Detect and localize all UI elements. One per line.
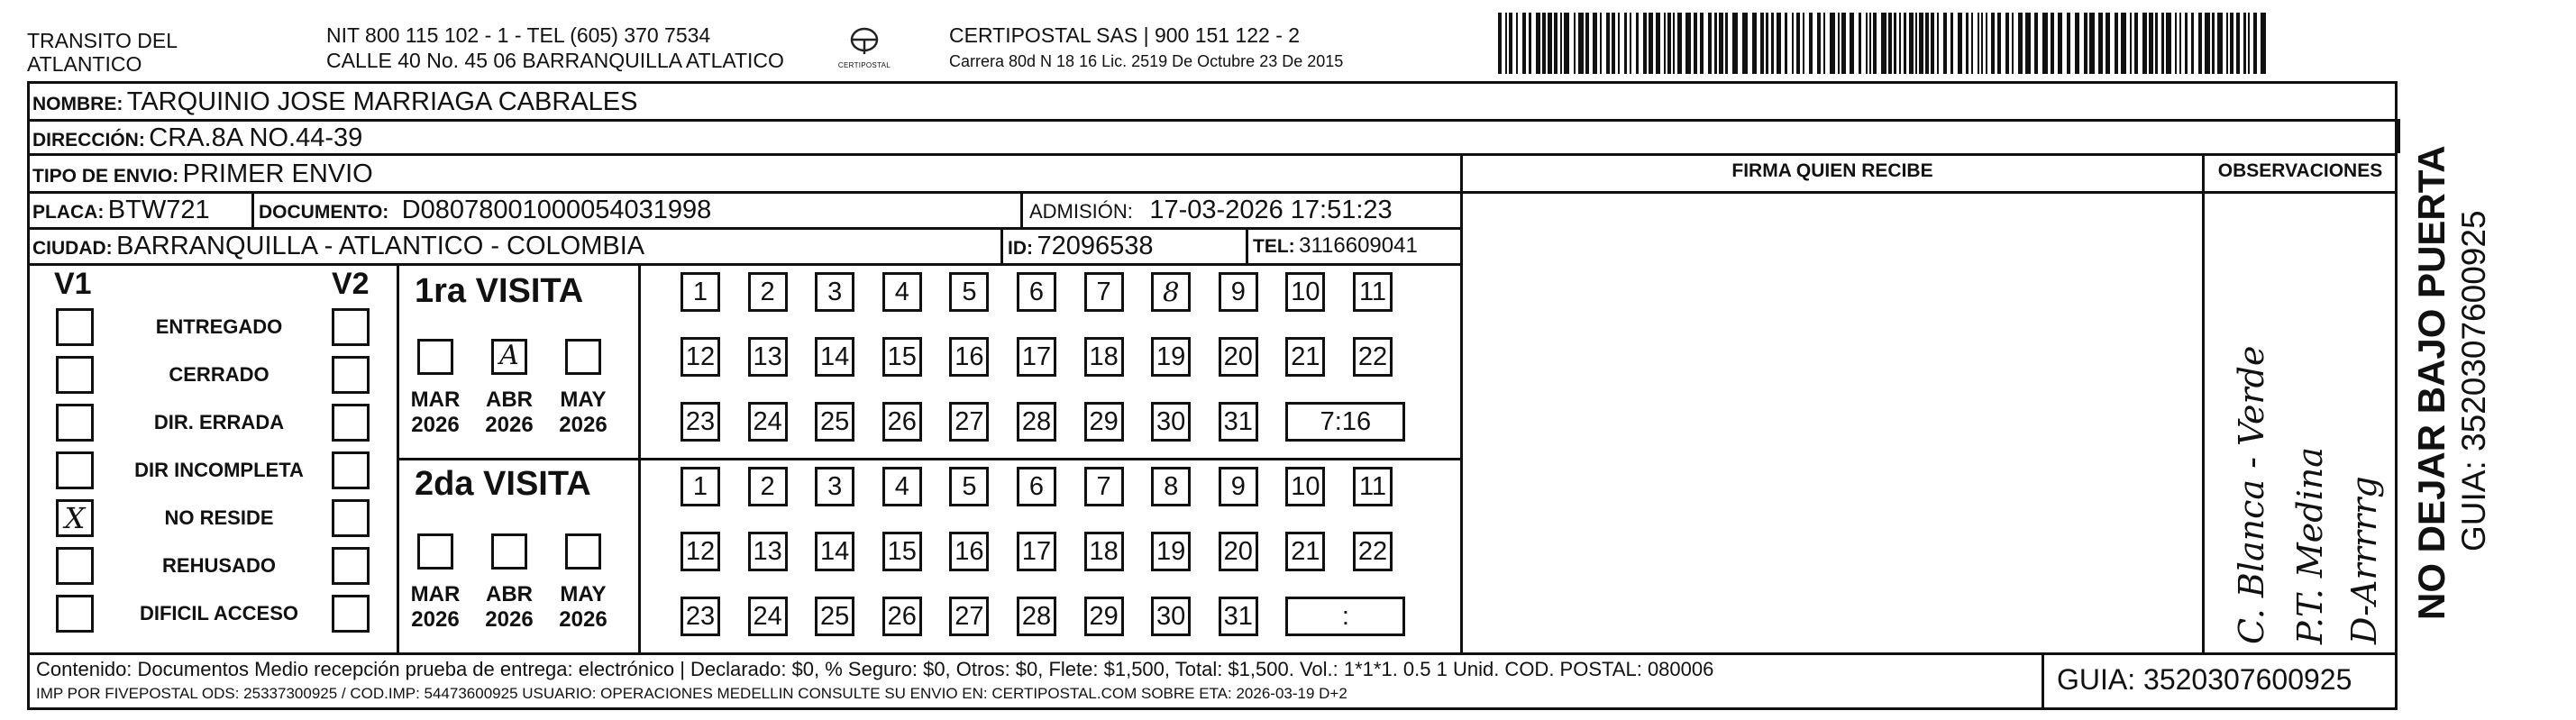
barcode-bar: [1522, 13, 1526, 74]
col-divider: [1020, 191, 1023, 227]
barcode-bar: [2253, 13, 2257, 74]
barcode-bar: [2025, 13, 2031, 74]
first-day-box[interactable]: 7: [1084, 272, 1124, 312]
barcode-bar: [1593, 13, 1597, 74]
second-day-box[interactable]: 27: [949, 597, 989, 636]
barcode-bar: [1606, 13, 1610, 74]
second-month-checkbox[interactable]: [417, 533, 453, 570]
first-month-label: MAR: [410, 387, 461, 412]
second-day-box[interactable]: 2: [748, 467, 788, 506]
second-day-box[interactable]: 8: [1151, 467, 1191, 506]
footer-contenido: Contenido: Documentos Medio recepción prueba de entrega: electrónico | Declarado: $0, % Seguro: $0, Otros: $0, Flete: $1,500, Total: $1,500. Vol.: 1*1*1. 0.5 1 Unid. COD. POSTAL: 080006: [36, 658, 1714, 680]
second-day-box[interactable]: 18: [1084, 532, 1124, 571]
check-mark-icon: X: [64, 501, 86, 535]
barcode-bar: [1841, 13, 1846, 74]
barcode-bar: [1529, 13, 1531, 74]
barcode-bar: [1542, 13, 1546, 74]
status-option-label: NO RESIDE: [164, 506, 274, 529]
barcode-bar: [1792, 13, 1794, 74]
tel-label: TEL:: [1253, 236, 1295, 257]
courier-line1: CERTIPOSTAL SAS | 900 151 122 - 2: [949, 23, 1301, 47]
barcode-bar: [2217, 13, 2223, 74]
first-day-box[interactable]: 31: [1219, 402, 1258, 442]
barcode-bar: [1859, 13, 1861, 74]
second-year-label: 2026: [411, 607, 460, 632]
admision-cell: [1029, 195, 1393, 230]
first-day-box[interactable]: 3: [815, 272, 854, 312]
second-day-box[interactable]: 6: [1017, 467, 1056, 506]
certipostal-logo: [833, 23, 896, 77]
barcode-bar: [1714, 13, 1717, 74]
first-day-box[interactable]: 5: [949, 272, 989, 312]
barcode-bar: [1585, 13, 1589, 74]
barcode-bar: [1997, 13, 2001, 74]
barcode-bar: [1981, 13, 1983, 74]
first-month-checkbox[interactable]: A: [491, 339, 527, 375]
barcode-bar: [2121, 13, 2126, 74]
first-day-box[interactable]: 10: [1285, 272, 1325, 312]
second-day-box[interactable]: 1: [681, 467, 720, 506]
col-divider: [251, 191, 254, 227]
first-visit-title: 1ra VISITA: [415, 272, 584, 310]
barcode-bar: [1656, 13, 1660, 74]
first-day-box[interactable]: 12: [681, 337, 720, 377]
first-day-box[interactable]: 29: [1084, 402, 1124, 442]
first-day-box[interactable]: 24: [748, 402, 788, 442]
barcode-bar: [1931, 13, 1934, 74]
first-day-box[interactable]: 22: [1353, 337, 1393, 377]
first-day-box[interactable]: 19: [1151, 337, 1191, 377]
barcode-bar: [1796, 13, 1800, 74]
second-day-box[interactable]: 9: [1219, 467, 1258, 506]
v1-checkbox[interactable]: [56, 404, 94, 442]
first-day-box[interactable]: 16: [949, 337, 989, 377]
barcode-bar: [1600, 13, 1602, 74]
first-day-box[interactable]: 17: [1017, 337, 1056, 377]
first-day-box[interactable]: 30: [1151, 402, 1191, 442]
first-day-box[interactable]: 6: [1017, 272, 1056, 312]
v2-checkbox[interactable]: [332, 308, 370, 346]
documento-label: DOCUMENTO:: [259, 202, 389, 223]
first-day-box[interactable]: 4: [882, 272, 922, 312]
barcode-bar: [1505, 13, 1507, 74]
barcode-bar: [1560, 13, 1562, 74]
barcode-bar: [1509, 13, 1512, 74]
barcode-bar: [2034, 13, 2038, 74]
first-day-box[interactable]: 14: [815, 337, 854, 377]
barcode-bar: [2261, 13, 2266, 74]
second-day-box[interactable]: 11: [1353, 467, 1393, 506]
v1-checkbox[interactable]: [56, 356, 94, 394]
barcode-bar: [1958, 13, 1962, 74]
col-divider: [1460, 153, 1463, 654]
barcode-bar: [1624, 13, 1627, 74]
barcode-bar: [1785, 13, 1787, 74]
second-day-box[interactable]: 7: [1084, 467, 1124, 506]
v1-checkbox[interactable]: [56, 499, 94, 537]
barcode-bar: [2226, 13, 2228, 74]
first-day-box[interactable]: 9: [1219, 272, 1258, 312]
first-day-box[interactable]: 26: [882, 402, 922, 442]
barcode-bar: [1888, 13, 1892, 74]
second-day-box[interactable]: 29: [1084, 597, 1124, 636]
second-month-label: ABR: [486, 582, 533, 606]
barcode-bar: [1732, 13, 1738, 74]
second-day-box[interactable]: 5: [949, 467, 989, 506]
barcode-bar: [2134, 13, 2138, 74]
barcode-bar: [1719, 13, 1723, 74]
barcode-bar: [1838, 13, 1840, 74]
barcode-bar: [1548, 13, 1552, 74]
barcode-bar: [1817, 13, 1821, 74]
first-time-box[interactable]: 7:16: [1285, 402, 1405, 442]
observations-area: [2205, 194, 2398, 652]
first-day-box[interactable]: 2: [748, 272, 788, 312]
visit-divider: [397, 458, 1462, 460]
barcode-bar: [2051, 13, 2054, 74]
barcode-bar: [2098, 13, 2103, 74]
org-name-line2: ATLANTICO: [27, 52, 142, 76]
second-day-box[interactable]: 19: [1151, 532, 1191, 571]
first-day-box[interactable]: 28: [1017, 402, 1056, 442]
barcode-bar: [1986, 13, 1987, 74]
direccion-row: [32, 123, 362, 158]
id-label: ID:: [1008, 238, 1033, 259]
second-day-box[interactable]: 25: [815, 597, 854, 636]
first-month-label: ABR: [486, 387, 533, 412]
second-day-box[interactable]: 12: [681, 532, 720, 571]
col-divider: [2398, 119, 2400, 153]
barcode-bar: [1636, 13, 1639, 74]
barcode-bar: [2089, 13, 2095, 74]
barcode-bar: [2198, 13, 2202, 74]
second-day-box[interactable]: 22: [1353, 532, 1393, 571]
nombre-label: NOMBRE:: [32, 94, 123, 114]
barcode-bar: [1937, 13, 1939, 74]
barcode-bar: [1673, 13, 1675, 74]
first-day-box[interactable]: 20: [1219, 337, 1258, 377]
v1-checkbox[interactable]: [56, 595, 94, 633]
barcode-bar: [1536, 13, 1540, 74]
first-month-label: MAY: [560, 387, 607, 412]
barcode-bar: [1777, 13, 1781, 74]
first-day-box[interactable]: 25: [815, 402, 854, 442]
nit-line2: CALLE 40 No. 45 06 BARRANQUILLA ATLATICO: [326, 49, 784, 72]
barcode-bar: [1618, 13, 1620, 74]
status-option-label: ENTREGADO: [155, 315, 283, 338]
direccion-label: DIRECCIÓN:: [32, 130, 145, 150]
first-year-label: 2026: [485, 413, 534, 437]
logo-text: CERTIPOSTAL: [837, 61, 891, 69]
courier-line2: Carrera 80d N 18 16 Lic. 2519 De Octubre 23 De 2015: [949, 52, 1344, 70]
barcode-bar: [2179, 13, 2181, 74]
barcode-bar: [1950, 13, 1953, 74]
no-dejar-notice: NO DEJAR BAJO PUERTA: [2410, 145, 2453, 620]
second-day-box[interactable]: 21: [1285, 532, 1325, 571]
first-day-box[interactable]: 13: [748, 337, 788, 377]
barcode-bar: [1881, 13, 1886, 74]
barcode-bar: [2248, 13, 2250, 74]
second-day-box[interactable]: 10: [1285, 467, 1325, 506]
second-day-box[interactable]: 20: [1219, 532, 1258, 571]
barcode-bar: [1925, 13, 1929, 74]
barcode-bar: [1694, 13, 1697, 74]
first-day-box[interactable]: 11: [1353, 272, 1393, 312]
second-day-box[interactable]: 17: [1017, 532, 1056, 571]
barcode-bar: [1742, 13, 1748, 74]
second-day-box[interactable]: 30: [1151, 597, 1191, 636]
v1-checkbox[interactable]: [56, 451, 94, 489]
first-year-label: 2026: [559, 413, 607, 437]
status-option-label: DIR. ERRADA: [153, 411, 285, 433]
v2-checkbox[interactable]: [332, 356, 370, 394]
v2-label: V2: [332, 267, 370, 301]
second-month-checkbox[interactable]: [565, 533, 601, 570]
barcode-bar: [1866, 13, 1868, 74]
second-day-box[interactable]: 15: [882, 532, 922, 571]
status-option-label: DIFICIL ACCESO: [139, 602, 298, 624]
first-day-box[interactable]: 8: [1151, 272, 1191, 312]
second-month-checkbox[interactable]: [491, 533, 527, 570]
barcode-bar: [1664, 13, 1666, 74]
barcode-bar: [1578, 13, 1584, 74]
v2-checkbox[interactable]: [332, 595, 370, 633]
first-day-box[interactable]: 27: [949, 402, 989, 442]
barcode-bar: [2042, 13, 2048, 74]
placa-value: BTW721: [107, 196, 210, 224]
barcode-bar: [2058, 13, 2062, 74]
barcode-bar: [2142, 13, 2147, 74]
barcode: [1498, 13, 2273, 74]
v1-checkbox[interactable]: [56, 547, 94, 585]
tipo-value: PRIMER ENVIO: [182, 159, 373, 188]
barcode-bar: [2067, 13, 2070, 74]
first-day-box[interactable]: 21: [1285, 337, 1325, 377]
barcode-bar: [1978, 13, 1979, 74]
barcode-bar: [1752, 13, 1757, 74]
barcode-bar: [1991, 13, 1995, 74]
ciudad-cell: [32, 231, 644, 266]
documento-value: D08078001000054031998: [401, 196, 712, 224]
barcode-bar: [1971, 13, 1973, 74]
first-day-box[interactable]: 23: [681, 402, 720, 442]
barcode-bar: [2106, 13, 2110, 74]
v2-checkbox[interactable]: [332, 499, 370, 537]
observation-line-3: D-Arrrrrg: [2344, 476, 2384, 644]
barcode-bar: [2236, 13, 2240, 74]
barcode-bar: [2084, 13, 2087, 74]
barcode-bar: [1919, 13, 1923, 74]
barcode-bar: [1554, 13, 1557, 74]
nombre-row: [32, 87, 637, 122]
status-option-label: REHUSADO: [162, 554, 276, 577]
second-day-box[interactable]: 14: [815, 532, 854, 571]
second-time-box[interactable]: :: [1285, 597, 1405, 636]
col-divider: [2042, 652, 2044, 710]
v2-checkbox[interactable]: [332, 547, 370, 585]
org-name-line1: TRANSITO DEL: [27, 29, 178, 52]
barcode-bar: [2161, 13, 2164, 74]
barcode-bar: [1564, 13, 1569, 74]
ciudad-label: CIUDAD:: [32, 238, 113, 259]
v1-label: V1: [54, 267, 92, 301]
first-day-box[interactable]: 18: [1084, 337, 1124, 377]
second-month-label: MAR: [410, 582, 461, 606]
documento-cell: [259, 195, 711, 230]
admision-value: 17-03-2026 17:51:23: [1149, 196, 1393, 224]
tipo-row: [32, 159, 373, 194]
second-year-label: 2026: [559, 607, 607, 632]
second-day-box[interactable]: 23: [681, 597, 720, 636]
barcode-bar: [2230, 13, 2233, 74]
tel-cell: [1253, 231, 1418, 264]
id-cell: [1008, 231, 1153, 266]
barcode-bar: [1899, 13, 1901, 74]
second-day-box[interactable]: 13: [748, 532, 788, 571]
barcode-bar: [1708, 13, 1712, 74]
barcode-bar: [1649, 13, 1653, 74]
barcode-bar: [2155, 13, 2158, 74]
barcode-bar: [1894, 13, 1896, 74]
second-day-box[interactable]: 16: [949, 532, 989, 571]
footer-imp: IMP POR FIVEPOSTAL ODS: 25337300925 / COD.IMP: 54473600925 USUARIO: OPERACIONES MEDELLIN CONSULTE SU ENVIO EN: CERTIPOSTAL.COM SOBRE ETA: 2026-03-19 D+2: [36, 685, 1347, 702]
barcode-bar: [1809, 13, 1813, 74]
barcode-bar: [1771, 13, 1774, 74]
barcode-bar: [2166, 13, 2171, 74]
barcode-bar: [2149, 13, 2153, 74]
barcode-bar: [1943, 13, 1947, 74]
second-month-label: MAY: [560, 582, 607, 606]
status-option-label: CERRADO: [169, 363, 269, 386]
first-year-label: 2026: [411, 413, 460, 437]
direccion-value: CRA.8A NO.44-39: [149, 123, 363, 152]
observaciones-header: OBSERVACIONES: [2217, 160, 2383, 181]
tel-value: 3116609041: [1299, 233, 1418, 258]
placa-label: PLACA:: [32, 202, 105, 223]
barcode-bar: [1904, 13, 1906, 74]
barcode-bar: [1677, 13, 1682, 74]
row-divider: [27, 153, 2398, 156]
first-day-box[interactable]: 15: [882, 337, 922, 377]
barcode-bar: [2212, 13, 2215, 74]
barcode-bar: [1869, 13, 1871, 74]
first-month-checkbox[interactable]: [565, 339, 601, 375]
barcode-bar: [1830, 13, 1835, 74]
second-day-box[interactable]: 28: [1017, 597, 1056, 636]
first-day-box[interactable]: 1: [681, 272, 720, 312]
second-day-box[interactable]: 3: [815, 467, 854, 506]
barcode-bar: [1498, 13, 1502, 74]
second-day-box[interactable]: 4: [882, 467, 922, 506]
barcode-bar: [2075, 13, 2079, 74]
barcode-bar: [1966, 13, 1969, 74]
second-day-box[interactable]: 24: [748, 597, 788, 636]
barcode-bar: [2005, 13, 2009, 74]
logo-icon: [833, 23, 896, 77]
barcode-bar: [1766, 13, 1768, 74]
barcode-bar: [1700, 13, 1704, 74]
col-divider: [1000, 227, 1003, 263]
v1-checkbox[interactable]: [56, 308, 94, 346]
status-option-label: DIR INCOMPLETA: [134, 459, 304, 481]
id-value: 72096538: [1037, 232, 1154, 260]
barcode-bar: [1873, 13, 1877, 74]
second-year-label: 2026: [485, 607, 534, 632]
ciudad-value: BARRANQUILLA - ATLANTICO - COLOMBIA: [116, 232, 645, 260]
barcode-bar: [2012, 13, 2014, 74]
barcode-bar: [1516, 13, 1518, 74]
v2-checkbox[interactable]: [332, 404, 370, 442]
side-guia: GUIA: 3520307600925: [2455, 210, 2492, 551]
observation-line-1: C. Blanca - Verde: [2232, 345, 2271, 644]
barcode-bar: [1725, 13, 1728, 74]
barcode-bar: [2243, 13, 2246, 74]
barcode-bar: [1574, 13, 1576, 74]
barcode-bar: [1612, 13, 1615, 74]
footer-guia: GUIA: 3520307600925: [2057, 663, 2352, 696]
second-day-box[interactable]: 31: [1219, 597, 1258, 636]
tipo-label: TIPO DE ENVIO:: [32, 166, 179, 187]
second-visit-title: 2da VISITA: [415, 465, 591, 503]
barcode-bar: [2185, 13, 2188, 74]
barcode-bar: [1850, 13, 1854, 74]
barcode-bar: [1643, 13, 1647, 74]
barcode-bar: [2205, 13, 2210, 74]
col-divider: [1246, 227, 1248, 263]
barcode-bar: [1667, 13, 1671, 74]
first-month-checkbox[interactable]: [417, 339, 453, 375]
nit-line1: NIT 800 115 102 - 1 - TEL (605) 370 7534: [326, 23, 711, 47]
barcode-bar: [1823, 13, 1825, 74]
firma-header: FIRMA QUIEN RECIBE: [1731, 160, 1933, 181]
barcode-bar: [2018, 13, 2023, 74]
barcode-bar: [1803, 13, 1804, 74]
barcode-bar: [1915, 13, 1917, 74]
placa-cell: [32, 195, 210, 230]
barcode-bar: [1630, 13, 1631, 74]
v2-checkbox[interactable]: [332, 451, 370, 489]
second-day-box[interactable]: 26: [882, 597, 922, 636]
barcode-bar: [2191, 13, 2194, 74]
barcode-bar: [2115, 13, 2118, 74]
observation-line-2: P.T. Medina: [2290, 447, 2330, 644]
admision-label: ADMISIÓN:: [1029, 200, 1133, 223]
barcode-bar: [1760, 13, 1764, 74]
barcode-bar: [2175, 13, 2177, 74]
barcode-bar: [1685, 13, 1691, 74]
barcode-bar: [1909, 13, 1914, 74]
nombre-value: TARQUINIO JOSE MARRIAGA CABRALES: [126, 87, 638, 116]
barcode-bar: [2130, 13, 2132, 74]
